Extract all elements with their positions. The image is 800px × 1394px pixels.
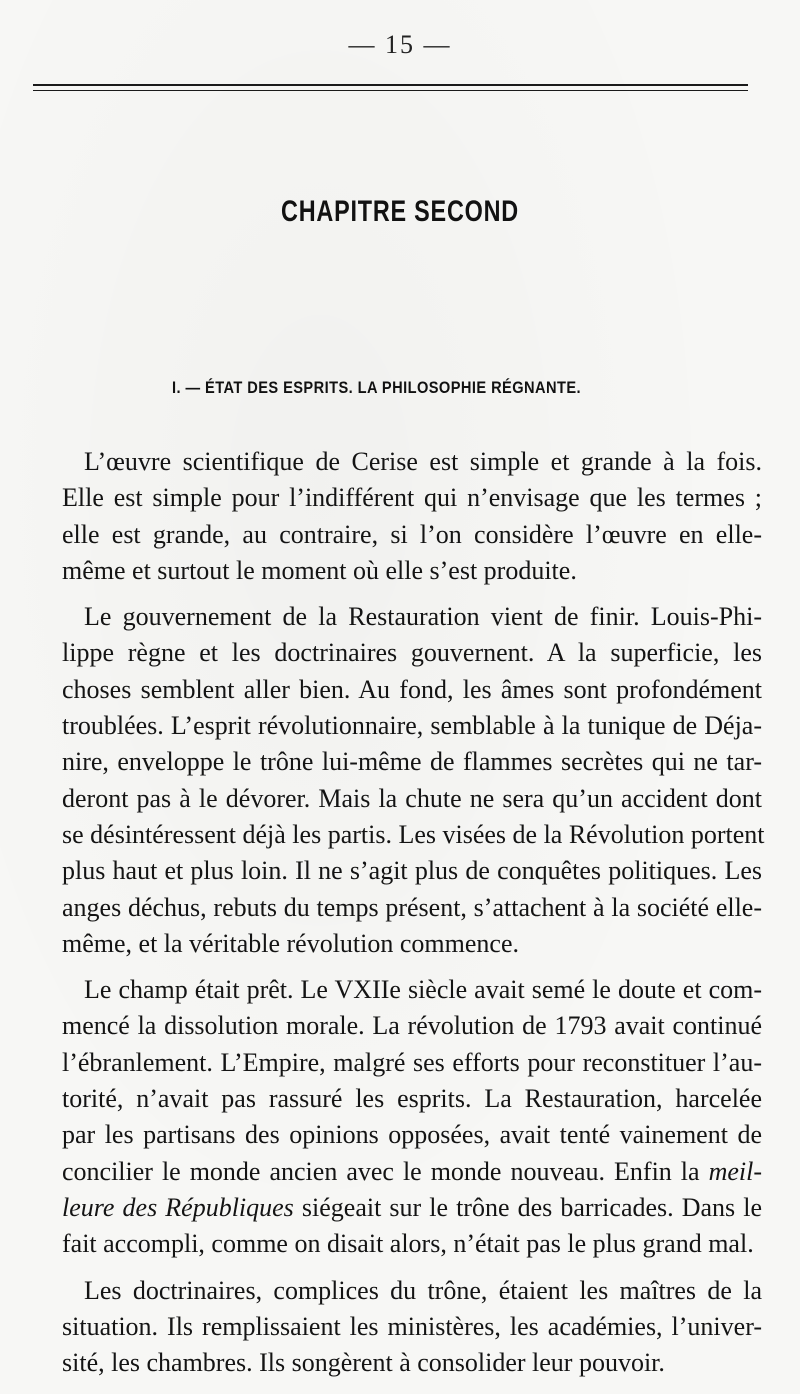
text-line: elle est grande, au contraire, si l’on considère l’œuvre en elle- (62, 519, 762, 549)
text-line: L’œuvre scientifique de Cerise est simple et grande à la fois. (84, 447, 762, 476)
paragraph-2 (40, 599, 765, 962)
page-number: — 15 — (348, 30, 452, 59)
text-line: troublées. L’esprit révolutionnaire, semblable à la tunique de Déja- (62, 711, 762, 741)
paragraph-1 (40, 444, 762, 589)
paragraph-4 (40, 1273, 762, 1382)
text-line: concilier le monde ancien avec le monde nouveau. Enfin la meil- (62, 1156, 762, 1186)
text-line: nire, enveloppe le trône lui-même de flammes secrètes qui ne tar- (62, 747, 762, 777)
header-rule-top (33, 84, 748, 86)
text-line: situation. Ils remplissaient les ministères, les académies, l’univer- (62, 1311, 762, 1341)
text-line: Elle est simple pour l’indifférent qui n’envisage que les termes ; (62, 483, 762, 513)
chapter-title: CHAPITRE SECOND (281, 195, 519, 228)
text-line: anges déchus, rebuts du temps présent, s’attachent à la société elle- (62, 892, 762, 922)
section-heading: I. — ÉTAT DES ESPRITS. LA PHILOSOPHIE RÉGNANTE. (172, 378, 582, 397)
text-line: Le champ était prêt. Le VXIIe siècle avait semé le doute et com- (84, 975, 762, 1005)
text-line: deront pas à le dévorer. Mais la chute ne sera qu’un accident dont (62, 783, 762, 813)
text-line: même, et la véritable révolution commence. (62, 928, 519, 958)
paragraph-3 (40, 972, 762, 1262)
bleed-through-texture (40, 88, 760, 400)
text-line: Les doctrinaires, complices du trône, étaient les maîtres de la (84, 1275, 762, 1305)
text-line: torité, n’avait pas rassuré les esprits. La Restauration, harcelée (62, 1084, 762, 1114)
text-line: sité, les chambres. Ils songèrent à consolider leur pouvoir. (62, 1348, 665, 1378)
text-line: l’ébranlement. L’Empire, malgré ses efforts pour reconstituer l’au- (62, 1047, 762, 1077)
text-line: plus haut et plus loin. Il ne s’agit plus de conquêtes politiques. Les (62, 856, 762, 886)
text-line: leure des Républiques siégeait sur le trône des barricades. Dans le (62, 1192, 762, 1222)
text-line: lippe règne et les doctrinaires gouvernent. A la superficie, les (62, 638, 762, 668)
text-line: mencé la dissolution morale. La révolution de 1793 avait continué (62, 1011, 762, 1041)
body-text (40, 444, 765, 1391)
text-line: par les partisans des opinions opposées, avait tenté vainement de (62, 1120, 762, 1150)
text-line: se désintéressent déjà les partis. Les visées de la Révolution portent (62, 819, 765, 849)
text-line: même et surtout le moment où elle s’est produite. (62, 555, 577, 585)
text-line: fait accompli, comme on disait alors, n’était pas le plus grand mal. (62, 1229, 754, 1259)
text-line: choses semblent aller bien. Au fond, les âmes sont profondément (62, 674, 762, 704)
header-rule-bottom (33, 90, 748, 91)
text-line: Le gouvernement de la Restauration vient de finir. Louis-Phi- (84, 602, 762, 632)
